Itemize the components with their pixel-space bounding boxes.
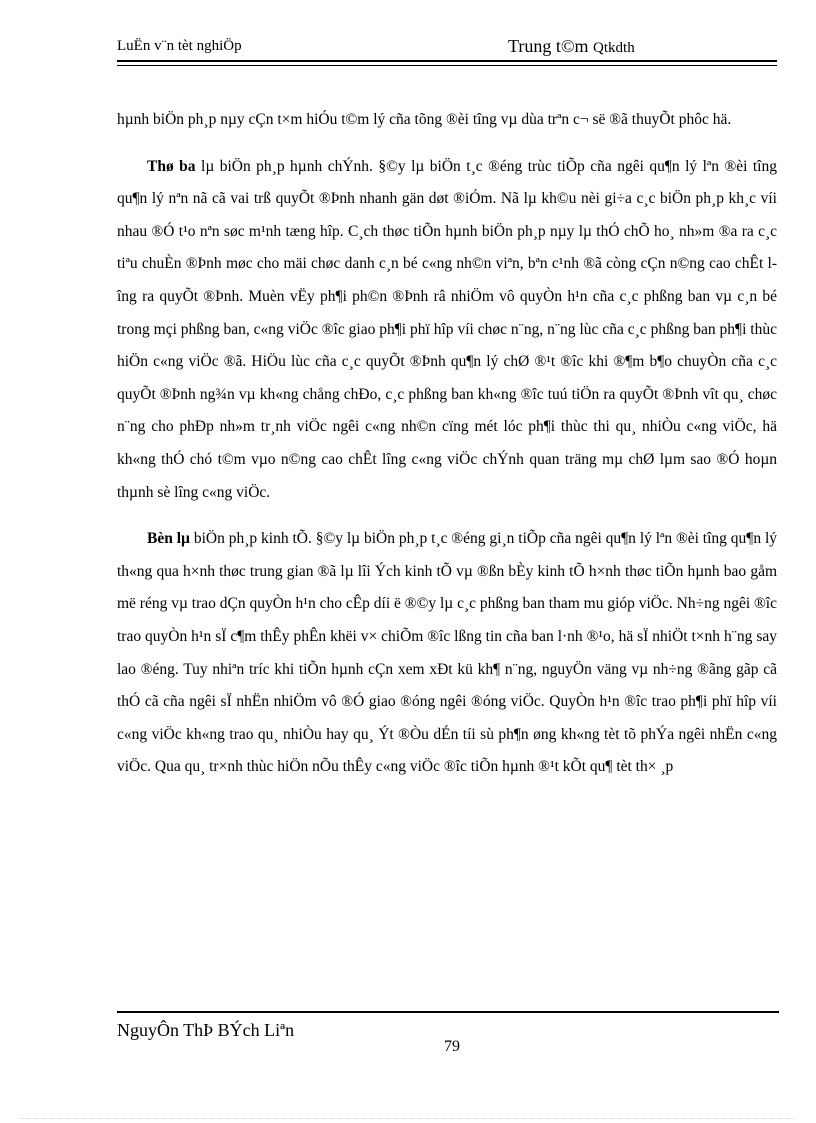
header-center-main: Trung t©m [508, 36, 589, 56]
header-divider [117, 60, 777, 66]
paragraph-text: hµnh biÖn ph¸p nµy cÇn t×m hiÓu t©m lý cña tõng ®èi tîng vµ dùa trªn c¬ së ®ã thuyÕt phôc hä. [117, 111, 732, 128]
paragraph-third-measure [117, 151, 777, 510]
header-thesis-title: LuËn v¨n tèt nghiÖp [117, 38, 242, 54]
body-text [117, 104, 777, 784]
footer-divider [117, 1011, 779, 1013]
header-center-name [508, 36, 635, 57]
header-center-abbrev: Qtkdth [593, 40, 635, 56]
paragraph-fourth-measure [117, 523, 777, 784]
paragraph-lead: Thø ba [147, 157, 196, 175]
paragraph-text: biÖn ph¸p kinh tÕ. §©y lµ biÖn ph¸p t¸c ®éng gi¸n tiÕp cña ngêi qu¶n lý lªn ®èi tîng qu¶n lý th«ng qua h×nh thøc trung gian ®ã lµ lîi Ých kinh tÕ vµ ®ßn bÈy kinh tÕ h×nh thøc tiÕn hµnh bao gåm më réng vµ trao dÇn quyÒn h¹n cho cÊp díi ë ®©y lµ c¸c phßng ban tham mu gióp viÖc. Nh÷ng ngêi ®îc trao quyÒn h¹n sÏ c¶m thÊy phÊn khëi v× chiÕm ®îc lßng tin cña ban l·nh ®¹o, hä sÏ nhiÖt t×nh h¨ng say lao ®éng. Tuy nhiªn tríc khi tiÕn hµnh cÇn xem xÐt kü kh¶ n¨ng, nguyÖn väng vµ nh÷ng ®ãng gãp cã thÓ cã cña ngêi sÏ nhËn nhiÖm vô ®Ó giao ®óng ngêi ®óng viÖc. QuyÒn h¹n ®îc trao ph¶i phï hîp víi c«ng viÖc kh«ng trao qu¸ nhiÒu hay qu¸ Ýt ®Òu dÉn tíi sù ph¶n øng kh«ng tèt tõ phÝa ngêi nhËn c«ng viÖc. Qua qu¸ tr×nh thùc hiÖn nÕu thÊy c«ng viÖc ®îc tiÕn hµnh ®¹t kÕt qu¶ tèt th× ¸p [117, 530, 778, 776]
paragraph-continuation [117, 104, 777, 137]
page-edge-divider [20, 1118, 796, 1119]
footer-author: NguyÔn ThÞ BÝch Liªn [117, 1020, 295, 1040]
paragraph-lead: Bèn lµ [147, 530, 190, 548]
page-number: 79 [444, 1038, 460, 1055]
paragraph-text: lµ biÖn ph¸p hµnh chÝnh. §©y lµ biÖn t¸c ®éng trùc tiÕp cña ngêi qu¶n lý lªn ®èi tîng qu¶n lý nªn nã cã vai trß quyÕt ®Þnh nhanh gän døt ®iÓm. Nã lµ kh©u nèi gi÷a c¸c biÖn ph¸p kh¸c víi nhau ®Ó t¹o nªn søc m¹nh tæng hîp. C¸ch thøc tiÕn hµnh biÖn ph¸p nµy lµ thÓ chÕ ho¸ nh»m ®a ra c¸c tiªu chuÈn ®Þnh møc cho mäi chøc danh c¸n bé c«ng nh©n viªn, bªn c¹nh ®ã còng cÇn n©ng cao chÊt lîng ra quyÕt ®Þnh. Muèn vËy ph¶i ph©n ®Þnh râ nhiÖm vô quyÒn h¹n cña c¸c phßng ban vµ c¸n bé trong mçi phßng ban, c«ng viÖc ®îc giao ph¶i phï hîp víi chøc n¨ng, n¨ng lùc cña c¸c phßng ban ph¶i thùc hiÖn c«ng viÖc ®ã. HiÖu lùc cña c¸c quyÕt ®Þnh qu¶n lý chØ ®¹t ®îc khi ®¶m b¶o chuyÒn cña c¸c quyÕt ®Þnh ng¾n vµ kh«ng chång chÐo, c¸c phßng ban kh«ng ®îc tuú tiÖn ra quyÕt ®Þnh vît qu¸ chøc n¨ng cho phÐp nh»m tr¸nh viÖc ngêi c«ng nh©n cïng mét lóc ph¶i thùc thi qu¸ nhiÒu c«ng viÖc, hä kh«ng thÓ chó t©m vµo n©ng cao chÊt lîng c«ng viÖc chÝnh quan träng mµ chØ lµm sao ®Ó hoµn thµnh sè lîng c«ng viÖc. [117, 157, 777, 501]
